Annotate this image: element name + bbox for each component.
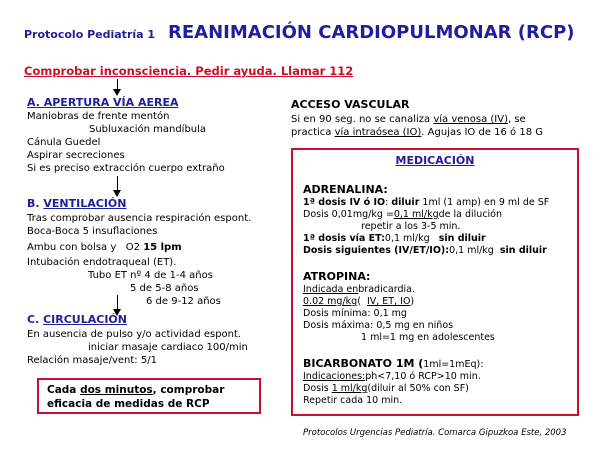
vascular-title: ACCESO VASCULAR — [291, 98, 410, 111]
section-a-line: Si es preciso extracción cuerpo extraño — [27, 163, 225, 174]
adrenalina-line: repetir a los 3-5 min. — [361, 221, 461, 232]
section-b-line: 5 de 5-8 años — [130, 283, 199, 294]
atropina-title: ATROPINA: — [303, 270, 371, 283]
bicarbonato-line: Repetir cada 10 min. — [303, 395, 403, 406]
bicarbonato-line: Indicaciones:ph<7,10 ó RCP>10 min. — [303, 371, 481, 382]
section-a-line: Maniobras de frente mentón — [27, 111, 170, 122]
section-b-line: 6 de 9-12 años — [146, 296, 221, 307]
section-b-title: B. VENTILACIÓN — [27, 197, 127, 210]
page-title: REANIMACIÓN CARDIOPULMONAR (RCP) — [168, 22, 575, 43]
section-b-line: Boca-Boca 5 insuflaciones — [27, 226, 158, 237]
section-a-line: Subluxación mandíbula — [89, 124, 207, 135]
adrenalina-line: 1ª dosis IV ó IO: diluir 1ml (1 amp) en 9 ml de SF — [303, 197, 550, 208]
atropina-line: 1 ml=1 mg en adolescentes — [361, 332, 495, 343]
section-b-line: Intubación endotraqueal (ET). — [27, 257, 177, 268]
section-b-line: Tras comprobar ausencia respiración espont. — [27, 213, 252, 224]
atropina-line: Dosis mínima: 0,1 mg — [303, 308, 407, 319]
section-a-title: A. APERTURA VÍA AEREA — [27, 96, 179, 109]
bicarbonato-line: Dosis 1 ml/kg(diluir al 50% con SF) — [303, 383, 469, 394]
reassessment-box — [37, 378, 261, 414]
atropina-line: 0.02 mg/kg( IV, ET, IO) — [303, 296, 415, 307]
adrenalina-line: 1ª dosis vía ET:0,1 ml/kg sin diluir — [303, 233, 486, 244]
vascular-line: Si en 90 seg. no se canaliza vía venosa (IV), se — [291, 114, 526, 125]
atropina-line: Dosis máxima: 0,5 mg en niños — [303, 320, 454, 331]
section-b-line: Ambu con bolsa y O2 15 lpm — [27, 242, 182, 253]
adrenalina-line: Dosis siguientes (IV/ET/IO):0,1 ml/kg sin diluir — [303, 245, 547, 256]
section-a-line: Cánula Guedel — [27, 137, 101, 148]
reassessment-line: Cada dos minutos, comprobar — [47, 384, 225, 396]
protocol-label: Protocolo Pediatría 1 — [24, 28, 156, 41]
medication-box — [291, 148, 579, 416]
section-c-line: En ausencia de pulso y/o actividad espont. — [27, 329, 242, 340]
intro-instruction: Comprobar inconsciencia. Pedir ayuda. Llamar 112 — [24, 64, 354, 78]
reassessment-line: eficacia de medidas de RCP — [47, 398, 210, 410]
adrenalina-line: Dosis 0,01mg/kg =0,1 ml/kgde la dilución — [303, 209, 503, 220]
section-c-title: C. CIRCULACIÓN — [27, 313, 127, 326]
atropina-line: Indicada enbradicardia. — [303, 284, 416, 295]
section-c-line: iniciar masaje cardiaco 100/min — [88, 342, 248, 353]
section-a-line: Aspirar secreciones — [27, 150, 125, 161]
footer-credit: Protocolos Urgencias Pediatría. Comarca Gipuzkoa Este, 2003 — [303, 428, 567, 438]
adrenalina-title: ADRENALINA: — [303, 183, 388, 196]
section-c-line: Relación masaje/vent: 5/1 — [27, 355, 157, 366]
section-b-line: Tubo ET nº 4 de 1-4 años — [88, 270, 213, 281]
vascular-line: practica vía intraósea (IO). Agujas IO de 16 ó 18 G — [291, 127, 544, 138]
bicarbonato-title: BICARBONATO 1M (1ml=1mEq): — [303, 357, 484, 370]
medication-title: MEDICACIÓN — [395, 154, 475, 167]
